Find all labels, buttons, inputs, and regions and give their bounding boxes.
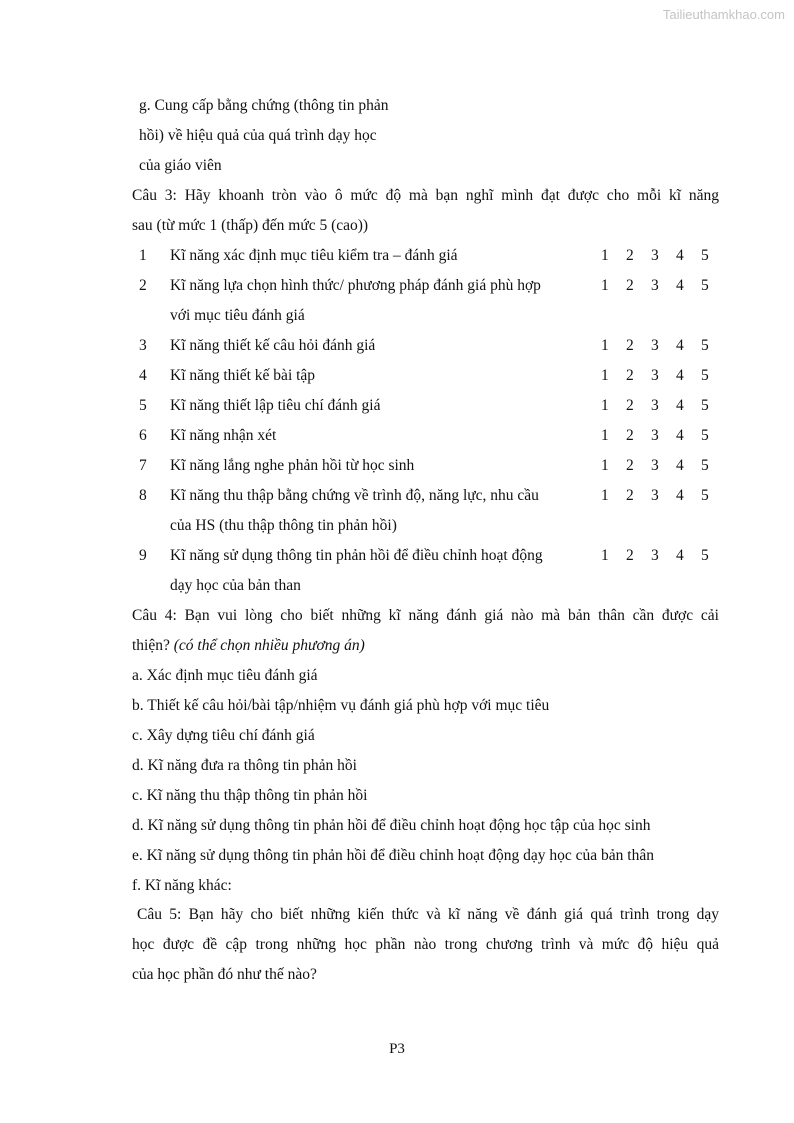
q3-rating-option-3[interactable]: 3 [651, 547, 659, 564]
q3-rating-option-2[interactable]: 2 [626, 427, 634, 444]
q3-item-text: Kĩ năng thiết kế bài tập [170, 367, 316, 384]
q3-item-text: Kĩ năng lắng nghe phản hồi từ học sinh [170, 457, 415, 474]
q3-rating-option-2[interactable]: 2 [626, 397, 634, 414]
item-g-line2: hồi) về hiệu quả của quá trình dạy học [139, 127, 377, 144]
q3-item-text: Kĩ năng thu thập bằng chứng về trình độ, năng lực, nhu cầu [170, 487, 539, 504]
q3-rating-option-5[interactable]: 5 [701, 277, 709, 294]
q3-rating-option-4[interactable]: 4 [676, 487, 684, 504]
q3-rating-option-2[interactable]: 2 [626, 367, 634, 384]
q3-rating-option-3[interactable]: 3 [651, 367, 659, 384]
q4-option[interactable]: a. Xác định mục tiêu đánh giá [132, 667, 318, 684]
q3-rating-option-2[interactable]: 2 [626, 487, 634, 504]
q3-rating-option-1[interactable]: 1 [601, 547, 609, 564]
q3-rating-option-4[interactable]: 4 [676, 397, 684, 414]
q5-prompt-line1: Câu 5: Bạn hãy cho biết những kiến thức và kĩ năng về đánh giá quá trình trong dạy [137, 906, 719, 923]
q3-item-text: Kĩ năng sử dụng thông tin phản hồi để điều chỉnh hoạt động [170, 547, 543, 564]
q3-item-text: Kĩ năng thiết kế câu hỏi đánh giá [170, 337, 376, 354]
q3-item-number: 9 [139, 547, 147, 564]
q3-rating-option-3[interactable]: 3 [651, 487, 659, 504]
item-g-line3: của giáo viên [139, 157, 222, 174]
q3-item-number: 5 [139, 397, 147, 414]
q3-rating-option-2[interactable]: 2 [626, 457, 634, 474]
q4-option[interactable]: d. Kĩ năng sử dụng thông tin phản hồi để điều chỉnh hoạt động học tập của học sinh [132, 817, 651, 834]
q3-rating-option-1[interactable]: 1 [601, 277, 609, 294]
q3-rating-option-5[interactable]: 5 [701, 337, 709, 354]
item-g-line1: g. Cung cấp bằng chứng (thông tin phản [139, 97, 389, 114]
q3-item-number: 2 [139, 277, 147, 294]
q3-item-number: 6 [139, 427, 147, 444]
q3-rating-option-4[interactable]: 4 [676, 277, 684, 294]
q3-item-number: 8 [139, 487, 147, 504]
q3-item-text-continued: dạy học của bản than [170, 577, 301, 594]
q3-rating-option-5[interactable]: 5 [701, 397, 709, 414]
q3-rating-option-1[interactable]: 1 [601, 367, 609, 384]
q3-item-text-continued: với mục tiêu đánh giá [170, 307, 305, 324]
q3-rating-option-5[interactable]: 5 [701, 367, 709, 384]
q3-item-number: 7 [139, 457, 147, 474]
q4-prompt-prefix: thiện? [132, 637, 174, 654]
q3-rating-option-3[interactable]: 3 [651, 277, 659, 294]
q3-rating-option-3[interactable]: 3 [651, 427, 659, 444]
q3-prompt-line2: sau (từ mức 1 (thấp) đến mức 5 (cao)) [132, 217, 369, 234]
q3-item-number: 4 [139, 367, 147, 384]
q3-rating-option-1[interactable]: 1 [601, 247, 609, 264]
q3-rating-option-3[interactable]: 3 [651, 337, 659, 354]
q3-item-text: Kĩ năng lựa chọn hình thức/ phương pháp đánh giá phù hợp [170, 277, 541, 294]
q4-option[interactable]: e. Kĩ năng sử dụng thông tin phản hồi để điều chỉnh hoạt động dạy học của bản thân [132, 847, 654, 864]
q3-rating-option-5[interactable]: 5 [701, 487, 709, 504]
q4-prompt-note: (có thể chọn nhiều phương án) [173, 637, 365, 654]
q3-rating-option-2[interactable]: 2 [626, 337, 634, 354]
q3-item-text: Kĩ năng xác định mục tiêu kiểm tra – đánh giá [170, 247, 458, 264]
q3-rating-option-1[interactable]: 1 [601, 487, 609, 504]
q3-item-number: 1 [139, 247, 147, 264]
q3-rating-option-3[interactable]: 3 [651, 457, 659, 474]
q5-prompt-line2: học được đề cập trong những học phần nào trong chương trình và mức độ hiệu quả [132, 936, 719, 953]
q3-item-number: 3 [139, 337, 147, 354]
q3-rating-option-4[interactable]: 4 [676, 247, 684, 264]
q3-rating-option-4[interactable]: 4 [676, 367, 684, 384]
q3-rating-option-1[interactable]: 1 [601, 427, 609, 444]
q5-prompt-line3: của học phần đó như thế nào? [132, 966, 317, 983]
q4-prompt-line1: Câu 4: Bạn vui lòng cho biết những kĩ năng đánh giá nào mà bản thân cần được cải [132, 607, 719, 624]
q4-option[interactable]: f. Kĩ năng khác: [132, 877, 232, 894]
q3-rating-option-3[interactable]: 3 [651, 247, 659, 264]
q3-prompt-line1: Câu 3: Hãy khoanh tròn vào ô mức độ mà bạn nghĩ mình đạt được cho mỗi kĩ năng [132, 187, 719, 204]
q3-rating-option-2[interactable]: 2 [626, 277, 634, 294]
watermark: Tailieuthamkhao.com [662, 7, 785, 22]
q4-option[interactable]: d. Kĩ năng đưa ra thông tin phản hồi [132, 757, 357, 774]
q3-item-text-continued: của HS (thu thập thông tin phản hồi) [170, 517, 397, 534]
q3-rating-option-1[interactable]: 1 [601, 457, 609, 474]
q3-rating-option-1[interactable]: 1 [601, 397, 609, 414]
q3-item-text: Kĩ năng thiết lập tiêu chí đánh giá [170, 397, 381, 414]
q3-rating-option-5[interactable]: 5 [701, 427, 709, 444]
page-number: P3 [389, 1041, 405, 1057]
q3-rating-option-4[interactable]: 4 [676, 547, 684, 564]
q4-option[interactable]: c. Xây dựng tiêu chí đánh giá [132, 727, 315, 744]
q3-rating-option-4[interactable]: 4 [676, 337, 684, 354]
q3-rating-option-5[interactable]: 5 [701, 457, 709, 474]
q3-rating-option-4[interactable]: 4 [676, 457, 684, 474]
q4-option[interactable]: b. Thiết kế câu hỏi/bài tập/nhiệm vụ đánh giá phù hợp với mục tiêu [132, 697, 550, 714]
q3-rating-option-2[interactable]: 2 [626, 547, 634, 564]
q4-prompt-line2 [132, 636, 365, 656]
q3-rating-option-4[interactable]: 4 [676, 427, 684, 444]
q3-item-text: Kĩ năng nhận xét [170, 427, 277, 444]
q3-rating-option-5[interactable]: 5 [701, 547, 709, 564]
q3-rating-option-1[interactable]: 1 [601, 337, 609, 354]
q3-rating-option-2[interactable]: 2 [626, 247, 634, 264]
q3-rating-option-3[interactable]: 3 [651, 397, 659, 414]
q4-option[interactable]: c. Kĩ năng thu thập thông tin phản hồi [132, 787, 368, 804]
q3-rating-option-5[interactable]: 5 [701, 247, 709, 264]
